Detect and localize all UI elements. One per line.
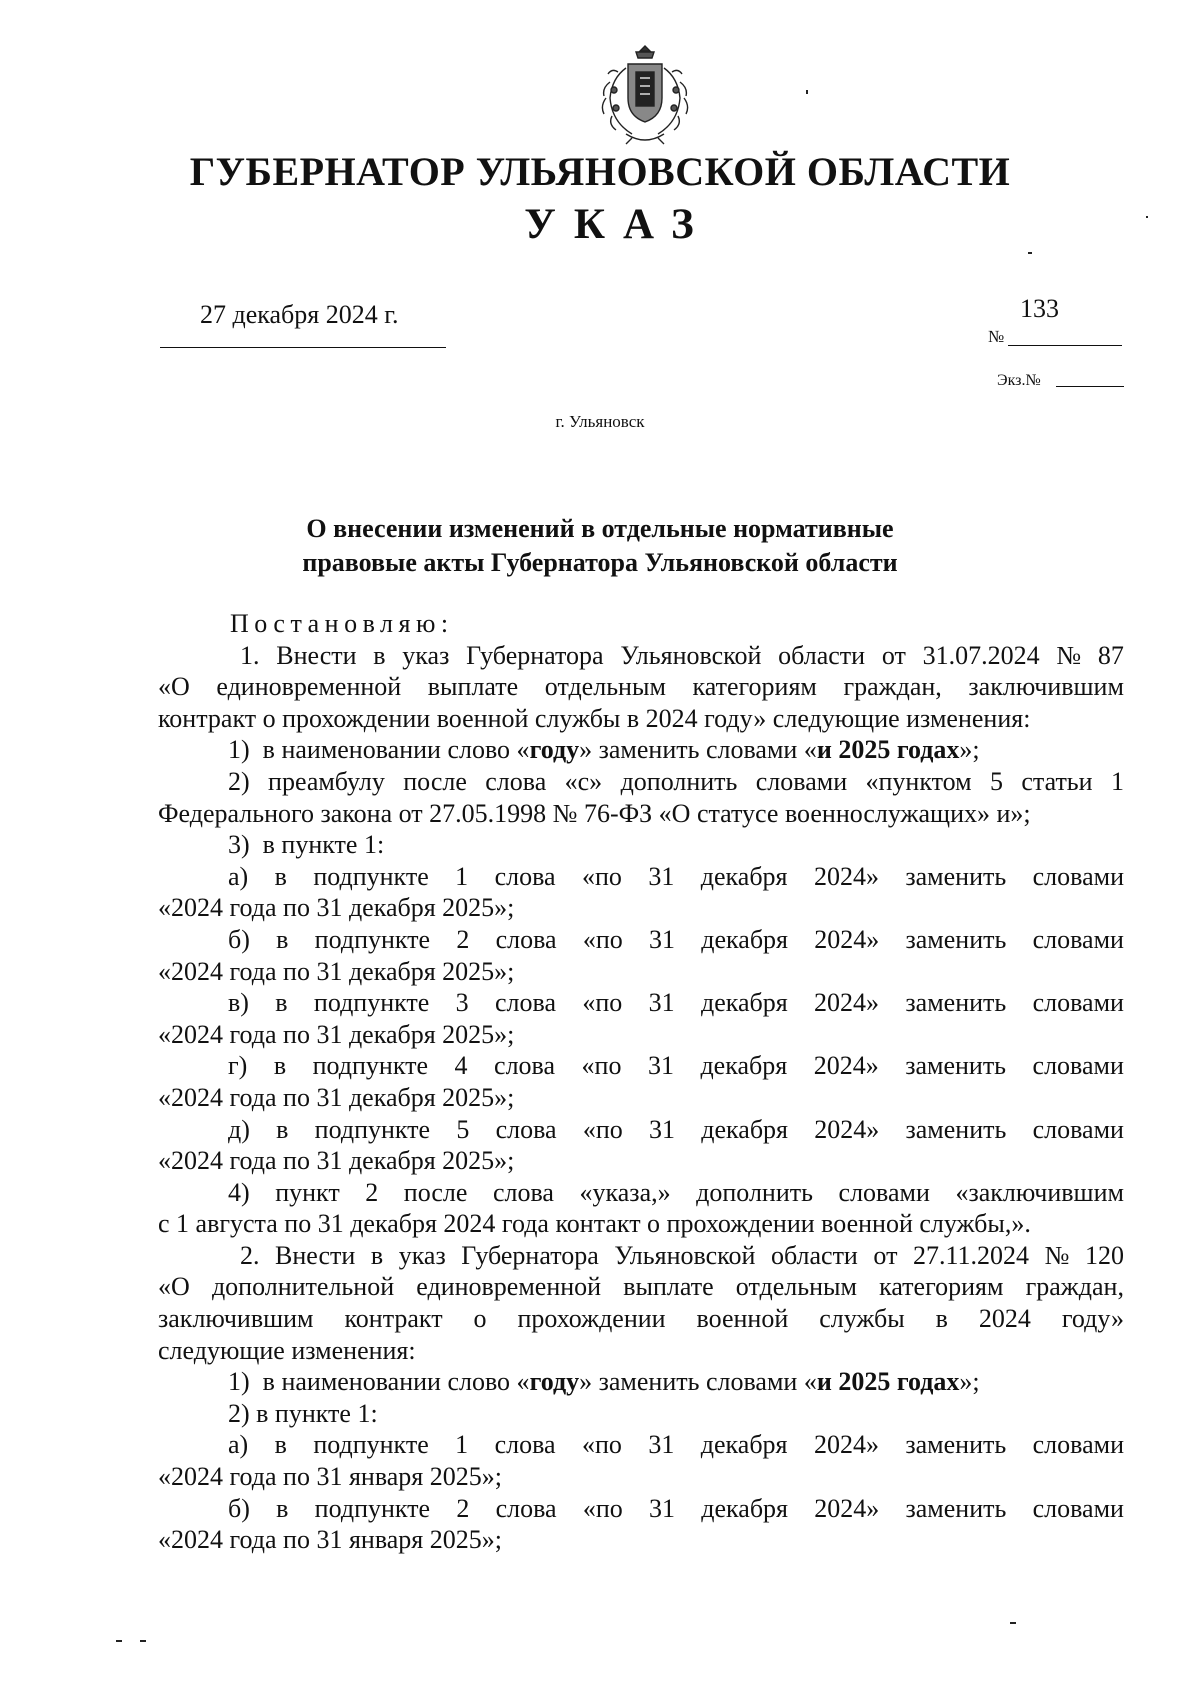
word: в: [273, 1051, 287, 1081]
word: Губернатора: [461, 1240, 599, 1270]
word: 2024»: [814, 1493, 880, 1523]
word: словами: [755, 766, 848, 796]
word: военной: [696, 1304, 789, 1334]
sub-item-continuation: «2024 года по 31 декабря 2025»;: [158, 893, 515, 923]
word: в: [276, 924, 289, 954]
word: подпункте: [313, 861, 429, 891]
word: отдельным: [544, 672, 666, 702]
word: дополнить: [620, 766, 738, 796]
word: словами: [1032, 924, 1124, 954]
word: №: [1044, 1240, 1070, 1270]
word: в: [373, 640, 386, 670]
item-bold-text: и 2025 годах: [816, 735, 960, 765]
sub-item-continuation: «2024 года по 31 января 2025»;: [158, 1462, 502, 1492]
scan-speck: [1028, 252, 1032, 254]
item-4-line-1: [158, 1177, 1124, 1209]
governor-title: ГУБЕРНАТОР УЛЬЯНОВСКОЙ ОБЛАСТИ: [189, 149, 1011, 194]
word: после: [403, 766, 467, 796]
word: 4): [228, 1177, 250, 1207]
word: «заключившим: [955, 1177, 1124, 1207]
word: заключившим: [968, 672, 1124, 702]
heading-line: О внесении изменений в отдельные нормативные: [306, 514, 894, 543]
document-heading: [0, 512, 1200, 580]
item-3: 3) в пункте 1:: [228, 830, 385, 860]
scan-speck: [1010, 1622, 1016, 1624]
word: 31: [647, 1051, 674, 1081]
word: 31: [649, 924, 676, 954]
word: «О: [158, 672, 190, 702]
word: выплате: [427, 672, 519, 702]
word: службы: [819, 1304, 905, 1334]
word: декабря: [701, 1493, 788, 1523]
word: от: [881, 640, 906, 670]
word: 2: [365, 1177, 379, 1207]
word: в: [275, 988, 288, 1018]
heading-line: правовые акты Губернатора Ульяновской области: [302, 548, 898, 577]
word: подпункте: [312, 1051, 429, 1081]
scan-speck: [116, 1640, 122, 1642]
document-body: [158, 608, 1124, 1556]
word: 31.07.2024: [922, 640, 1040, 670]
item-text: » заменить словами «: [579, 735, 817, 765]
word: «по: [582, 861, 622, 891]
word: б): [228, 1493, 250, 1523]
word: подпункте: [313, 988, 430, 1018]
sub-item-continuation: «2024 года по 31 декабря 2025»;: [158, 956, 515, 986]
word: 2024»: [814, 1114, 880, 1144]
sub-item-line: [158, 1114, 1124, 1146]
word: а): [228, 861, 249, 891]
item-text: в наименовании слово «: [262, 1367, 530, 1397]
word: заменить: [905, 1430, 1007, 1460]
sub-item-line: [158, 1429, 1124, 1461]
word: словами: [1032, 1493, 1124, 1523]
sub-item-line: [158, 1493, 1124, 1525]
word: дополнить: [696, 1177, 813, 1207]
word: декабря: [700, 861, 788, 891]
paragraph-2-line-4: следующие изменения:: [158, 1335, 416, 1365]
word: «по: [582, 988, 623, 1018]
city: г. Ульяновск: [555, 412, 645, 431]
number-sign: №: [988, 327, 1005, 346]
word: словами: [1032, 1114, 1124, 1144]
word: слова: [495, 1493, 557, 1523]
sub-item-continuation: «2024 года по 31 января 2025»;: [158, 1525, 502, 1555]
word: пункт: [275, 1177, 340, 1207]
word: 2: [456, 924, 470, 954]
word: словами: [1032, 1051, 1124, 1081]
item-2-2: 2) в пункте 1:: [228, 1398, 378, 1428]
item-bold-text: году: [529, 735, 580, 765]
word: в: [276, 1493, 289, 1523]
word: г): [228, 1051, 248, 1081]
word: 31: [649, 1493, 676, 1523]
word: «по: [582, 1114, 623, 1144]
word: преамбулу: [268, 766, 385, 796]
word: «О: [158, 1272, 190, 1302]
word: заключившим: [158, 1304, 314, 1334]
scan-speck: [1146, 216, 1148, 218]
item-bold-text: и 2025 годах: [816, 1367, 960, 1397]
item-2-line-1: [158, 766, 1124, 798]
word: слова: [485, 766, 547, 796]
decree-word: Постановляю:: [230, 609, 454, 638]
word: 120: [1084, 1240, 1124, 1270]
item-2-line-2: Федерального закона от 27.05.1998 № 76-ФЗ «О статусе военнослужащих» и»;: [158, 798, 1031, 828]
word: б): [228, 924, 250, 954]
sub-item-line: [158, 861, 1124, 893]
word: статьи: [1021, 766, 1093, 796]
item-1: [158, 734, 1124, 766]
word: 2024»: [814, 988, 880, 1018]
copy-number-label: Экз.№: [997, 372, 1041, 389]
word: указ: [402, 640, 450, 670]
word: слова: [492, 1177, 554, 1207]
word: подпункте: [314, 924, 431, 954]
word: 5: [989, 766, 1003, 796]
word: декабря: [700, 988, 788, 1018]
sub-items-list: [158, 861, 1124, 1177]
word: Внести: [276, 640, 357, 670]
word: 31: [648, 1430, 675, 1460]
date-underline: [160, 347, 446, 348]
word: 2): [228, 766, 250, 796]
word: 4: [454, 1051, 468, 1081]
word: 27.11.2024: [912, 1240, 1030, 1270]
word: 31: [648, 861, 675, 891]
number-underline: [1008, 345, 1122, 346]
copy-number-underline: [1056, 386, 1124, 387]
document-type: УКАЗ: [524, 201, 712, 248]
word: прохождении: [517, 1304, 666, 1334]
word: слова: [494, 1051, 556, 1081]
sub-item-line: [158, 924, 1124, 956]
word: области: [778, 640, 866, 670]
coat-of-arms-icon: [596, 42, 694, 148]
word: после: [403, 1177, 468, 1207]
word: отдельным: [735, 1272, 857, 1302]
word: словами: [1032, 861, 1124, 891]
item-text: »;: [959, 1367, 980, 1397]
word: году»: [1061, 1304, 1124, 1334]
word: в: [935, 1304, 948, 1334]
word: декабря: [701, 924, 788, 954]
word: «с»: [564, 766, 603, 796]
word: 3: [455, 988, 469, 1018]
item-text: »;: [959, 735, 980, 765]
word: граждан,: [843, 672, 942, 702]
word: словами: [838, 1177, 930, 1207]
word: в: [274, 861, 287, 891]
word: подпункте: [313, 1430, 429, 1460]
word: контракт: [344, 1304, 443, 1334]
word: единовременной: [416, 1272, 602, 1302]
word: дополнительной: [211, 1272, 395, 1302]
word: категориям: [692, 672, 817, 702]
word: в: [276, 1114, 289, 1144]
word: о: [473, 1304, 487, 1334]
item-number: 1): [228, 735, 250, 765]
word: Губернатора: [466, 640, 604, 670]
word: декабря: [700, 1051, 788, 1081]
word: «по: [582, 1430, 622, 1460]
word: 1: [1110, 766, 1124, 796]
word: 2: [456, 1493, 470, 1523]
scan-speck: [806, 90, 808, 94]
word: 2024»: [814, 924, 880, 954]
sub-items-list-2: [158, 1429, 1124, 1555]
word: 1.: [240, 640, 260, 670]
word: от: [873, 1240, 898, 1270]
sub-item-continuation: «2024 года по 31 декабря 2025»;: [158, 1082, 515, 1112]
word: декабря: [701, 1114, 788, 1144]
word: Ульяновской: [620, 640, 762, 670]
sub-item-line: [158, 987, 1124, 1019]
word: Внести: [275, 1240, 356, 1270]
word: Ульяновской: [614, 1240, 756, 1270]
word: №: [1056, 640, 1082, 670]
word: 2024»: [813, 861, 879, 891]
word: декабря: [700, 1430, 788, 1460]
word: в): [228, 988, 249, 1018]
word: д): [228, 1114, 250, 1144]
item-bold-text: году: [529, 1367, 580, 1397]
scan-speck: [140, 1640, 146, 1642]
word: слова: [495, 988, 557, 1018]
document-number: 133: [1020, 294, 1059, 323]
word: слова: [494, 861, 556, 891]
word: заменить: [905, 1051, 1007, 1081]
word: области: [770, 1240, 858, 1270]
word: слова: [495, 924, 557, 954]
word: «указа,»: [579, 1177, 671, 1207]
word: 2024: [978, 1304, 1031, 1334]
paragraph-2-line-1: [158, 1240, 1124, 1272]
item-4-line-2: с 1 августа по 31 декабря 2024 года контакт о прохождении военной службы,».: [158, 1209, 1031, 1239]
word: а): [228, 1430, 249, 1460]
word: в: [274, 1430, 287, 1460]
word: 2024»: [813, 1430, 879, 1460]
word: подпункте: [314, 1114, 431, 1144]
word: указ: [398, 1240, 446, 1270]
word: 1: [455, 1430, 469, 1460]
word: 87: [1097, 640, 1124, 670]
item-text: » заменить словами «: [579, 1367, 817, 1397]
word: 31: [649, 1114, 676, 1144]
sub-item-continuation: «2024 года по 31 декабря 2025»;: [158, 1019, 515, 1049]
document-date: 27 декабря 2024 г.: [200, 300, 399, 329]
word: категориям: [879, 1272, 1004, 1302]
word: «по: [581, 1051, 622, 1081]
item-2-1: [158, 1366, 1124, 1398]
word: 31: [648, 988, 675, 1018]
paragraph-2-line-2: [158, 1271, 1124, 1303]
word: «по: [582, 924, 623, 954]
word: единовременной: [216, 672, 402, 702]
item-number: 1): [228, 1367, 250, 1397]
sub-item-line: [158, 1050, 1124, 1082]
word: слова: [494, 1430, 556, 1460]
word: заменить: [905, 924, 1007, 954]
word: слова: [495, 1114, 557, 1144]
paragraph-1-line-2: [158, 671, 1124, 703]
sub-item-continuation: «2024 года по 31 декабря 2025»;: [158, 1146, 515, 1176]
word: в: [370, 1240, 384, 1270]
word: подпункте: [314, 1493, 431, 1523]
word: словами: [1032, 1430, 1124, 1460]
word: заменить: [905, 988, 1007, 1018]
word: 2024»: [813, 1051, 879, 1081]
word: заменить: [905, 1114, 1007, 1144]
paragraph-1-line-1: [158, 640, 1124, 672]
item-text: в наименовании слово «: [262, 735, 530, 765]
word: заменить: [905, 1493, 1007, 1523]
paragraph-1-line-3: контракт о прохождении военной службы в 2024 году» следующие изменения:: [158, 703, 1031, 733]
word: выплате: [623, 1272, 714, 1302]
word: 2.: [240, 1240, 260, 1270]
word: граждан,: [1025, 1272, 1124, 1302]
word: 5: [456, 1114, 470, 1144]
word: «по: [582, 1493, 623, 1523]
word: заменить: [905, 861, 1007, 891]
word: словами: [1032, 988, 1124, 1018]
paragraph-2-line-3: [158, 1303, 1124, 1335]
word: «пунктом: [865, 766, 972, 796]
word: 1: [455, 861, 469, 891]
